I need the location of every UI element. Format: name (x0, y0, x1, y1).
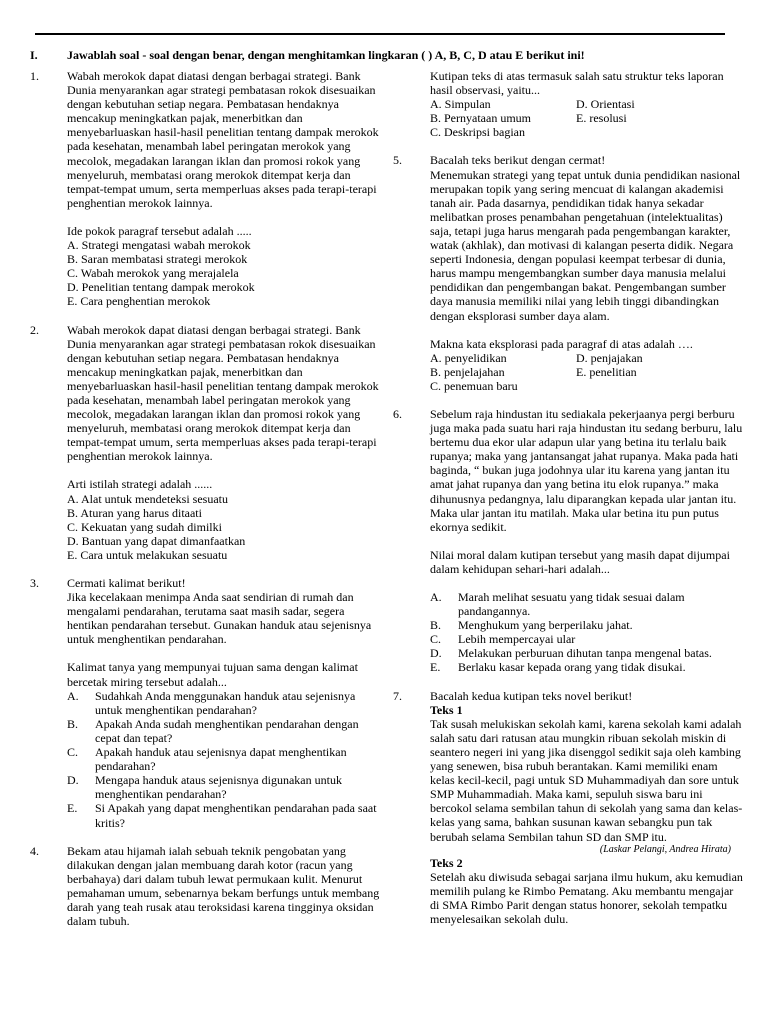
answer-options (67, 689, 380, 830)
answer-option[interactable] (67, 773, 380, 801)
option-letter: D. (67, 773, 79, 788)
answer-option[interactable]: B. Pernyataan umum (430, 111, 531, 126)
answer-option[interactable] (67, 745, 380, 773)
question-number: 7. (393, 688, 402, 703)
text-1-title: Teks 1 (430, 702, 463, 717)
option-text: Sudahkah Anda menggunakan handuk atau sejenisnya untuk menghentikan pendarahan? (95, 688, 356, 717)
question-number: 3. (30, 576, 39, 590)
option-text: Berlaku kasar kepada orang yang tidak disukai. (458, 660, 686, 675)
answer-option[interactable]: A. Alat untuk mendeteksi sesuatu (67, 491, 228, 506)
text-2-title: Teks 2 (430, 855, 463, 870)
option-letter: C. (67, 745, 79, 760)
question-number: 2. (30, 322, 39, 337)
question-passage: Menemukan strategi yang tepat untuk dunia pendidikan nasional merupakan topik yang sering mencuat di kalangan akademisi tanah air. Pada dasarnya, pendidikan tidak hanya sekadar melibatkan proses penambahan pengetahuan (intelektualitas) saja, tetapi juga harus mengarah pada pengembangan karakter, watak (akhlak), dan motivasi di kalangan peserta didik. Negara seperti Indonesia, dengan populasi keempat terbesar di dunia, harus mampu mengembangkan sumber daya manusia melalui pendidikan dan pengembangan bakat. Pengembangan sumber daya manusia memiliki nilai yang lebih tinggi dibandingkan dengan eksplorasi sumber daya alam. (430, 167, 741, 323)
answer-option[interactable]: B. Saran membatasi strategi merokok (67, 252, 248, 267)
answer-option[interactable]: E. resolusi (576, 111, 627, 126)
answer-option[interactable]: A. Strategi mengatasi wabah merokok (67, 238, 251, 253)
answer-option[interactable] (67, 689, 380, 717)
answer-option[interactable]: C. Deskripsi bagian (430, 125, 525, 140)
option-letter: D. (430, 646, 442, 661)
answer-option[interactable] (430, 632, 743, 646)
answer-option[interactable]: D. Orientasi (576, 97, 635, 112)
question-passage: Jika kecelakaan menimpa Anda saat sendirian di rumah dan mengalami pendarahan, terutama saat masih sadar, segera hentikan pendarahan tersebut. Gunakan handuk atau sejenisnya untuk menghentikan pendarahan. (67, 590, 372, 647)
answer-option[interactable] (430, 660, 743, 674)
text-1-source: (Laskar Pelangi, Andrea Hirata) (599, 843, 731, 855)
answer-option[interactable]: B. Aturan yang harus ditaati (67, 505, 202, 520)
option-text: Menghukum yang berperilaku jahat. (458, 618, 633, 633)
answer-option[interactable]: C. penemuan baru (430, 378, 518, 393)
question-passage: Sebelum raja hindustan itu sediakala pekerjaanya pergi berburu juga maka pada suatu hari raja hindustan itu sedang berburu, lalu bertemu dua ekor ular adapun ular yang betina itu terlalu baik rupanya; maka yang jantansangat jahat rupanya. Maka pada hati baginda, “ bukan juga jodohnya ular itu karena yang jantan itu amat jahat rupanya dan yang betina itu elok rupanya.” maka dihunusnya pedangnya, lalu diparangkan kepada ular jantan itu. Maka ular jantan itu matilah. Maka ular betina itu pun putus ekornya sedikit. (430, 406, 743, 534)
question-passage: Wabah merokok dapat diatasi dengan berbagai strategi. Bank Dunia menyarankan agar strategi pembatasan rokok disesuaikan dengan kebutuhan setiap negara. Pembatasan hendaknya mencakup meningkatkan pajak, menerbitkan dan menyebarluaskan hasil-hasil penelitian tentang dampak merokok pada kesehatan, menambah label peringatan merokok yang mecolok, megadakan larangan iklan dan promosi rokok yang menyeluruh, membatasi orang merokok ditempat kerja dan tempat-tempat umum, serta memperluas akses pada terapi-terapi penghentian merokok lainnya. (67, 69, 379, 210)
question-4 (30, 844, 380, 929)
section-instruction: Jawablah soal - soal dengan benar, dengan menghitamkan lingkaran ( ) A, B, C, D atau E berikut ini! (67, 48, 585, 62)
question-4-continued (393, 69, 743, 139)
answer-option[interactable]: E. penelitian (576, 364, 637, 379)
question-number: 4. (30, 843, 39, 858)
answer-option[interactable]: E. Cara penghentian merokok (67, 294, 211, 309)
option-text: Apakah Anda sudah menghentikan pendarahan dengan cepat dan tepat? (95, 716, 359, 745)
question-1 (30, 69, 380, 309)
answer-option[interactable] (430, 618, 743, 632)
option-letter: B. (67, 716, 79, 731)
question-prompt: Nilai moral dalam kutipan tersebut yang masih dapat dijumpai dalam kehidupan sehari-hari adalah... (430, 547, 730, 576)
answer-option[interactable]: C. Wabah merokok yang merajalela (67, 266, 239, 281)
section-number: I. (30, 48, 38, 62)
answer-option[interactable]: D. penjajakan (576, 350, 643, 365)
answer-option[interactable] (430, 646, 743, 660)
answer-option[interactable]: D. Bantuan yang dapat dimanfaatkan (67, 533, 246, 548)
question-prompt: Makna kata eksplorasi pada paragraf di atas adalah …. (430, 336, 693, 351)
answer-option[interactable]: A. Simpulan (430, 97, 491, 112)
question-intro: Bacalah kedua kutipan teks novel berikut! (430, 688, 633, 703)
text-1-passage: Tak susah melukiskan sekolah kami, karena sekolah kami adalah salah satu dari ratusan atau mungkin ribuan sekolah miskin di seantero negeri ini yang jika disenggol sedikit saja oleh kambing yang senewen, bisa rubuh berantakan. Kami memiliki enam kelas kecil-kecil, pagi untuk SD Muhammadiyah dan sore untuk SMP Muhammadiah. Maka kami, sepuluh siswa baru ini bercokol selama sembilan tahun di sekolah yang sama dan kelas-kelas yang sama, bahkan susunan kawan sebangku pun tak berubah selama Sembilan tahun SD dan SMP itu. (430, 716, 743, 844)
question-2 (30, 323, 380, 563)
option-letter: B. (430, 618, 442, 633)
option-letter: E. (67, 801, 78, 816)
top-rule (35, 33, 725, 35)
answer-option[interactable] (67, 801, 380, 829)
question-passage: Bekam atau hijamah ialah sebuah teknik pengobatan yang dilakukan dengan jalan membuang darah kotor (racun yang berbahaya) dari dalam tubuh lewat permukaan kulit. Menurut pemahaman umum, sebenarnya bekam berfungs untuk membang darah yang teah rusak atau teroksidasi karena tingginya oksidan dalam tubuh. (67, 843, 380, 929)
question-passage: Wabah merokok dapat diatasi dengan berbagai strategi. Bank Dunia menyarankan agar strategi pembatasan rokok disesuaikan dengan kebutuhan setiap negara. Pembatasan hendaknya mencakup meningkatkan pajak, menerbitkan dan menyebarluaskan hasil-hasil penelitian tentang dampak merokok pada kesehatan, menambah label peringatan merokok yang mecolok, megadakan larangan iklan dan promosi rokok yang menyeluruh, membatasi orang merokok ditempat kerja dan tempat-tempat umum, serta memperluas akses pada terapi-terapi penghentian merokok lainnya. (67, 322, 379, 464)
question-7 (393, 689, 743, 927)
option-text: Si Apakah yang dapat menghentikan pendarahan pada saat kritis? (95, 801, 377, 830)
question-number: 5. (393, 153, 402, 168)
answer-option[interactable] (430, 590, 743, 618)
right-column (393, 69, 743, 926)
question-prompt: Kutipan teks di atas termasuk salah satu struktur teks laporan hasil observasi, yaitu... (430, 69, 724, 98)
answer-options (430, 590, 743, 675)
answer-option[interactable]: E. Cara untuk melakukan sesuatu (67, 547, 228, 562)
text-2-passage: Setelah aku diwisuda sebagai sarjana ilmu hukum, aku kemudian memilih pulang ke Rimbo Pematang. Aku membantu mengajar di SMA Rimbo Parit dengan status honorer, sekolah tempatku menyelesaikan sekolah dulu. (430, 869, 743, 926)
option-text: Mengapa handuk ataus sejenisnya digunakan untuk menghentikan pendarahan? (95, 773, 342, 802)
question-number: 6. (393, 406, 402, 421)
left-column (30, 69, 380, 928)
option-letter: C. (430, 632, 442, 647)
option-letter: E. (430, 660, 441, 675)
question-prompt: Kalimat tanya yang mempunyai tujuan sama dengan kalimat bercetak miring tersebut adalah... (67, 660, 358, 689)
option-letter: A. (430, 590, 442, 604)
question-prompt: Arti istilah strategi adalah ...... (67, 477, 213, 492)
question-intro: Cermati kalimat berikut! (67, 576, 186, 590)
question-3 (30, 576, 380, 830)
question-intro: Bacalah teks berikut dengan cermat! (430, 153, 606, 168)
answer-option[interactable] (67, 717, 380, 745)
answer-option[interactable]: D. Penelitian tentang dampak merokok (67, 280, 255, 295)
option-text: Marah melihat sesuatu yang tidak sesuai dalam pandangannya. (458, 590, 685, 619)
option-text: Melakukan perburuan dihutan tanpa mengenal batas. (458, 646, 712, 661)
option-text: Lebih mempercayai ular (458, 632, 576, 647)
question-prompt: Ide pokok paragraf tersebut adalah ..... (67, 223, 252, 238)
answer-option[interactable]: C. Kekuatan yang sudah dimilki (67, 519, 222, 534)
option-text: Apakah handuk atau sejenisnya dapat menghentikan pendarahan? (95, 745, 347, 774)
question-number: 1. (30, 69, 39, 83)
answer-option[interactable]: A. penyelidikan (430, 350, 507, 365)
answer-option[interactable]: B. penjelajahan (430, 364, 505, 379)
question-6 (393, 407, 743, 675)
question-5 (393, 153, 743, 393)
option-letter: A. (67, 688, 79, 703)
